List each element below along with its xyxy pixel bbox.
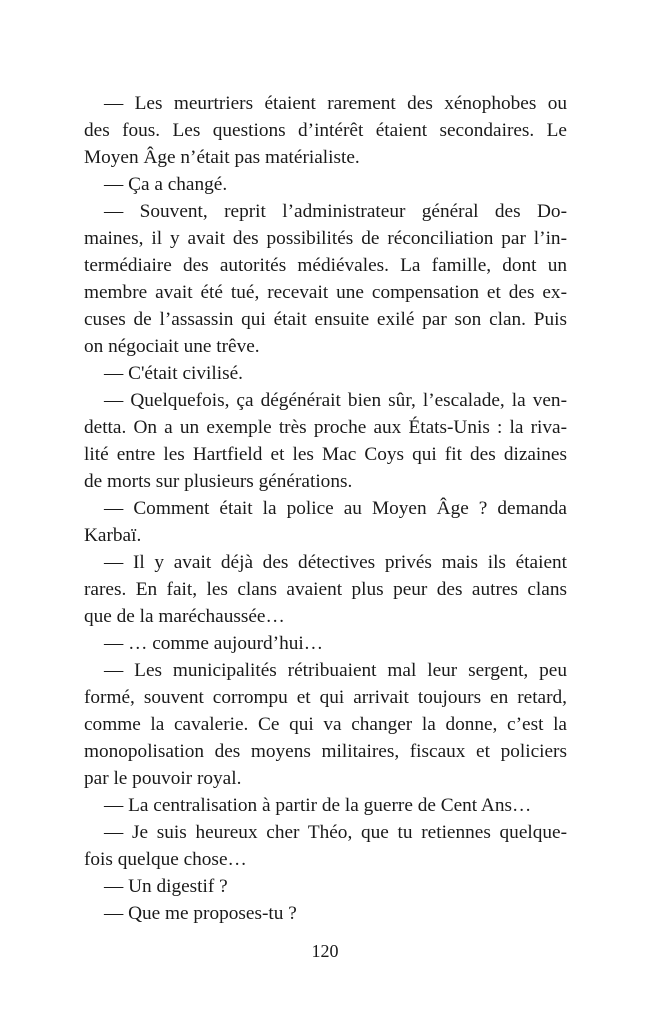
text-line: — … comme aujourd’hui… [104,633,324,654]
text-line: — Les meurtriers étaient rarement des xénophobes ou [104,93,567,114]
text-line: — Que me proposes-tu ? [104,903,297,924]
text-line: Moyen Âge n’était pas matérialiste. [84,147,360,168]
text-line: — Les municipalités rétribuaient mal leur sergent, peu [104,660,567,681]
text-line: membre avait été tué, recevait une compensation et des ex- [84,282,567,303]
text-line: — Comment était la police au Moyen Âge ? demanda [104,498,567,519]
text-line: — La centralisation à partir de la guerre de Cent Ans… [104,795,532,816]
text-line: — Souvent, reprit l’administrateur général des Do- [104,201,567,222]
text-line: rares. En fait, les clans avaient plus peur des autres clans [84,579,567,600]
text-line: — Je suis heureux cher Théo, que tu retiennes quelque- [104,822,567,843]
text-line: par le pouvoir royal. [84,768,242,789]
text-line: lité entre les Hartfield et les Mac Coys qui fit des dizaines [84,444,567,465]
text-line: formé, souvent corrompu et qui arrivait toujours en retard, [84,687,567,708]
text-line: — Quelquefois, ça dégénérait bien sûr, l’escalade, la ven- [104,390,567,411]
text-line: — Il y avait déjà des détectives privés mais ils étaient [104,552,567,573]
text-line: maines, il y avait des possibilités de réconciliation par l’in- [84,228,567,249]
text-line: on négociait une trêve. [84,336,260,357]
page-number: 120 [311,941,339,961]
text-line: des fous. Les questions d’intérêt étaient secondaires. Le [84,120,567,141]
text-line: — Ça a changé. [104,174,228,195]
text-line: que de la maréchaussée… [84,606,285,627]
body-text [84,90,567,927]
text-line: fois quelque chose… [84,849,247,870]
text-line: — C'était civilisé. [104,363,243,384]
text-line: termédiaire des autorités médiévales. La famille, dont un [84,255,567,276]
text-line: comme la cavalerie. Ce qui va changer la donne, c’est la [84,714,567,735]
text-line: detta. On a un exemple très proche aux États-Unis : la riva- [84,417,567,438]
text-line: monopolisation des moyens militaires, fiscaux et policiers [84,741,567,762]
text-line: cuses de l’assassin qui était ensuite exilé par son clan. Puis [84,309,567,330]
text-line: de morts sur plusieurs générations. [84,471,353,492]
text-line: — Un digestif ? [104,876,228,897]
text-line: Karbaï. [84,525,142,546]
